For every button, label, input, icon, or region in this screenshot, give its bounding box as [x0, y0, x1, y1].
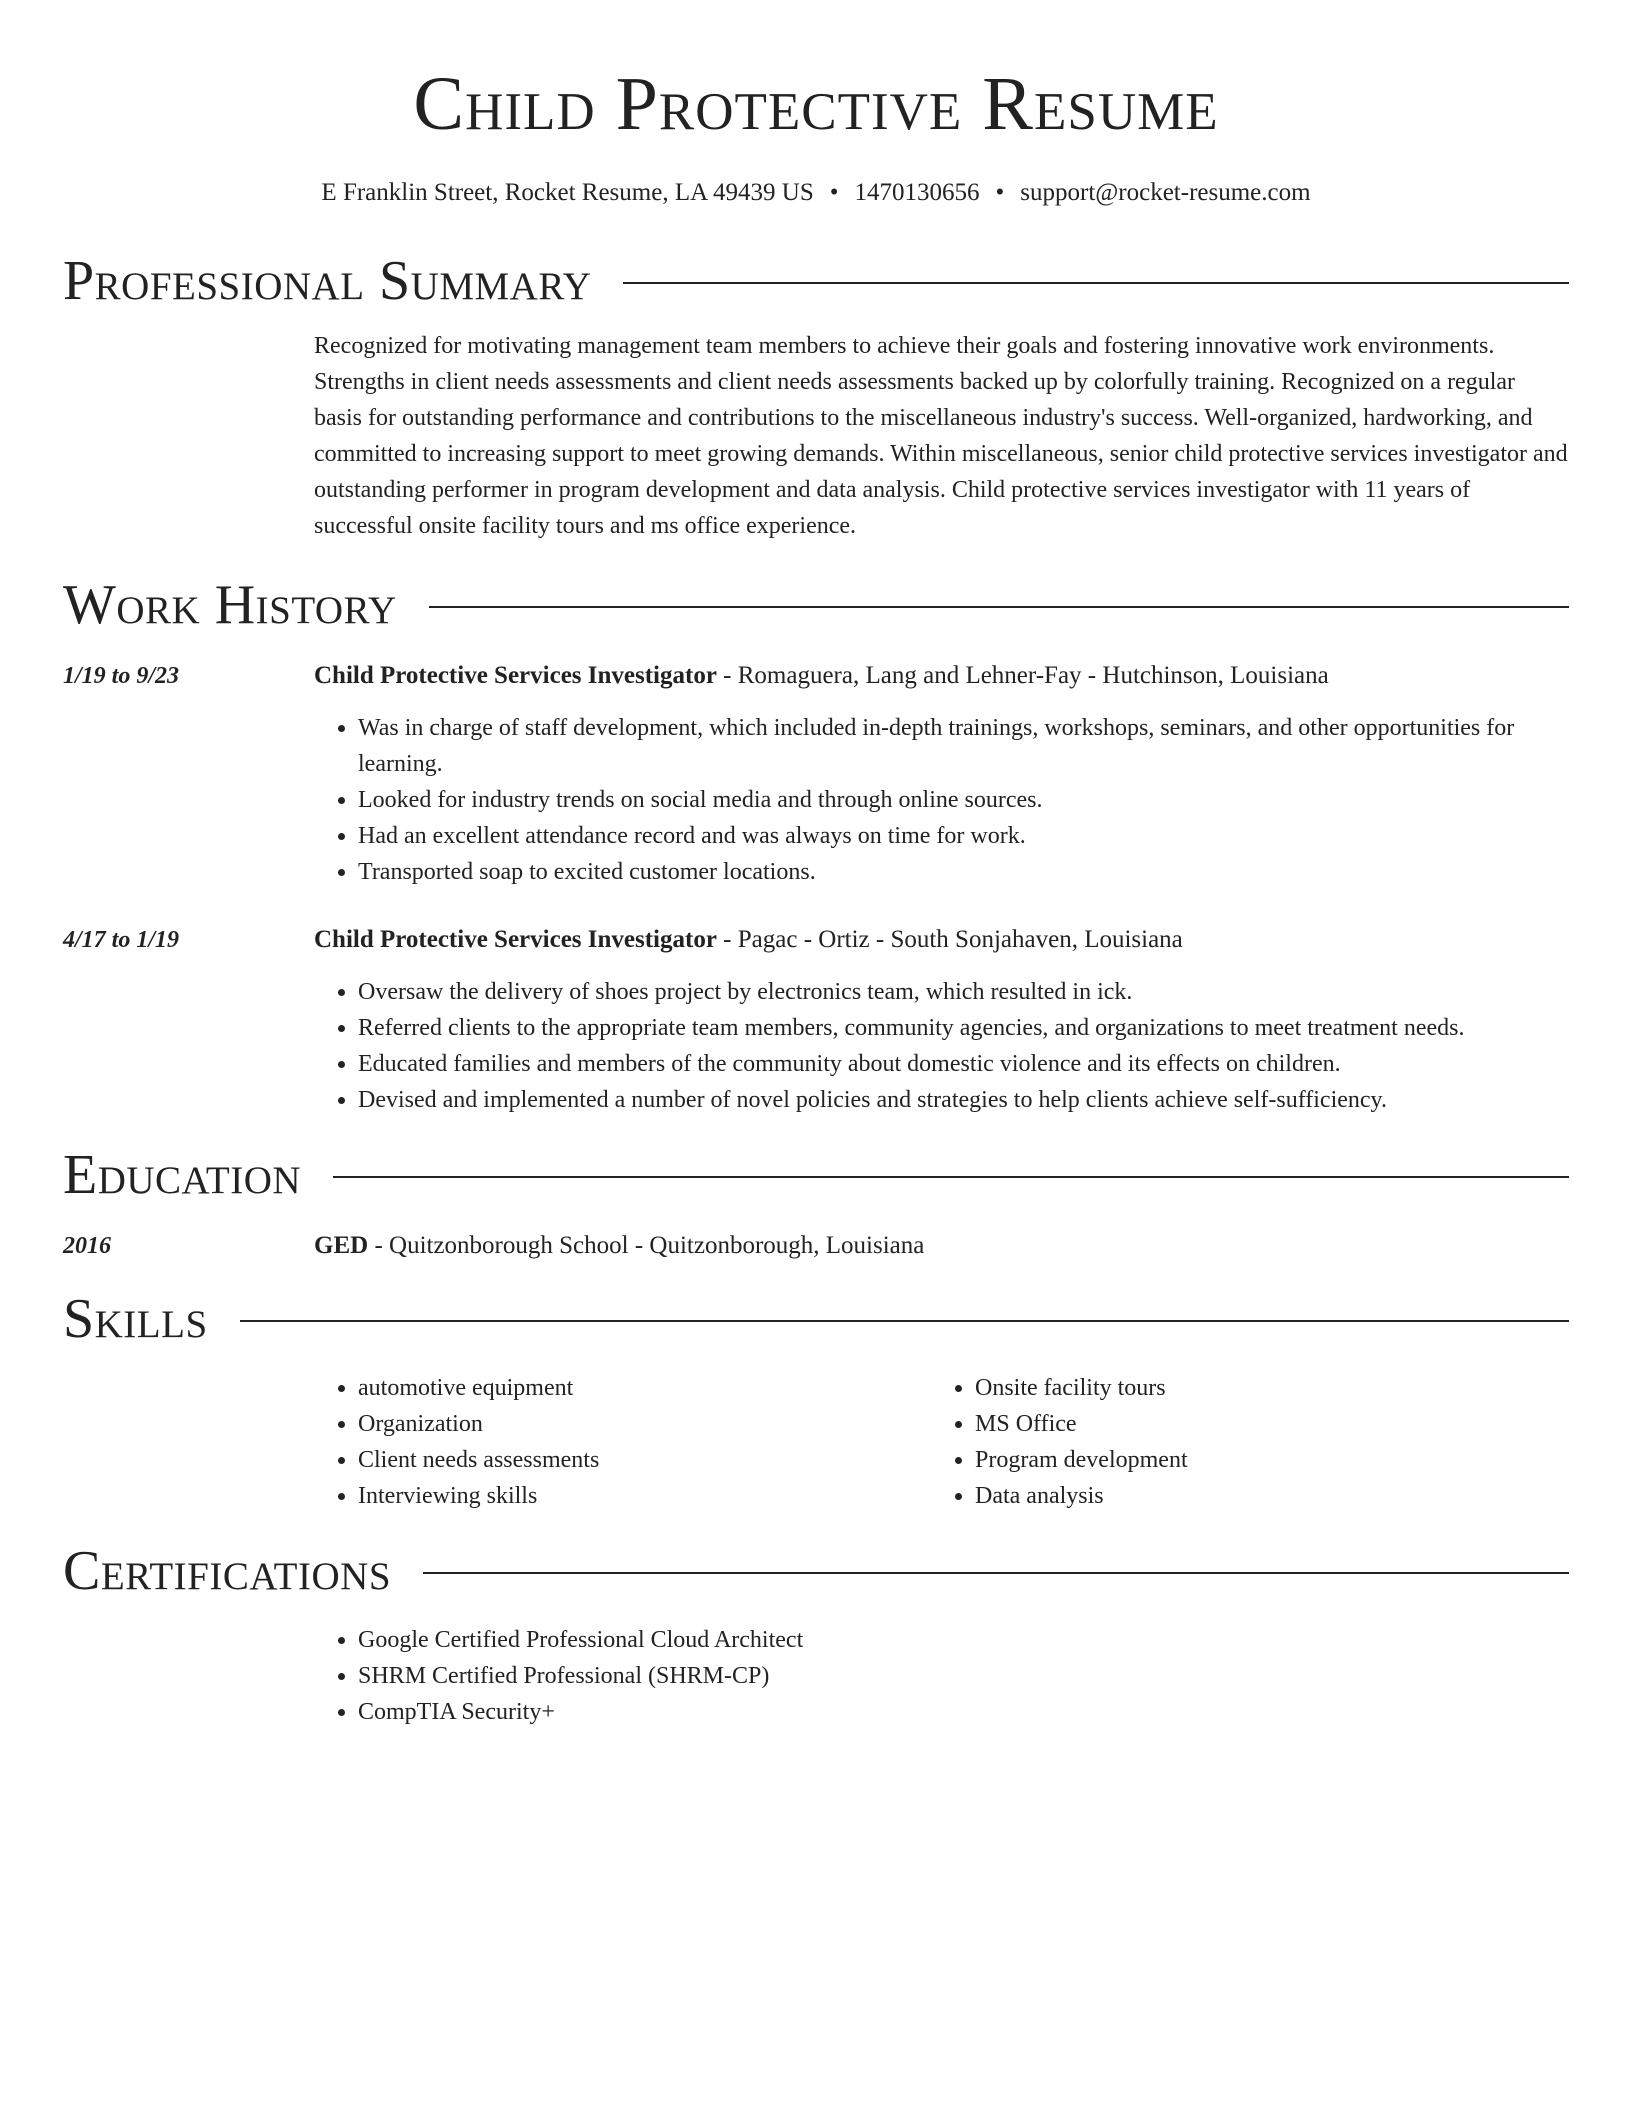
section-heading: Education [63, 1144, 302, 1206]
contact-separator: • [995, 179, 1005, 206]
skills-columns [314, 1370, 1569, 1514]
job-title-line [314, 658, 1569, 694]
section-heading: Professional Summary [63, 250, 592, 312]
section-divider [240, 1320, 1569, 1322]
skills-section [63, 1284, 1569, 1514]
skill-item: • Program development [975, 1442, 1548, 1478]
job-entry [63, 658, 1569, 890]
education-section [63, 1140, 1569, 1264]
job-bullet: • Devised and implemented a number of novel policies and strategies to help clients achieve self-sufficiency. [358, 1082, 1569, 1118]
education-details: - Quitzonborough School - Quitzonborough, Louisiana [368, 1232, 925, 1259]
skill-item: • Onsite facility tours [975, 1370, 1548, 1406]
summary-header [63, 246, 1569, 316]
job-bullet: • Looked for industry trends on social media and through online sources. [358, 782, 1569, 818]
job-bullet: • Was in charge of staff development, which included in-depth trainings, workshops, seminars, and other opportunities for learning. [358, 710, 1569, 782]
job-bullets [314, 974, 1569, 1118]
section-divider [333, 1176, 1569, 1178]
skill-item: • Data analysis [975, 1478, 1548, 1514]
job-body [314, 922, 1569, 1118]
job-dates: 1/19 to 9/23 [63, 663, 180, 689]
job-bullet: • Referred clients to the appropriate team members, community agencies, and organizations to meet treatment needs. [358, 1010, 1569, 1046]
certifications-section [63, 1536, 1569, 1730]
job-dates: 4/17 to 1/19 [63, 927, 180, 953]
skills-list-right [931, 1370, 1548, 1514]
skills-list-left [314, 1370, 931, 1514]
section-heading: Skills [63, 1288, 208, 1350]
skill-item: • Client needs assessments [358, 1442, 931, 1478]
job-details: - Romaguera, Lang and Lehner-Fay - Hutchinson, Louisiana [716, 662, 1329, 689]
contact-address: E Franklin Street, Rocket Resume, LA 49439 US [321, 179, 814, 206]
skill-item: • MS Office [975, 1406, 1548, 1442]
work-history-section [63, 570, 1569, 1118]
job-bullet: • Had an excellent attendance record and was always on time for work. [358, 818, 1569, 854]
job-bullets [314, 710, 1569, 890]
job-row [63, 922, 1569, 1118]
education-header [63, 1140, 1569, 1210]
work-history-header [63, 570, 1569, 640]
contact-separator: • [829, 179, 839, 206]
section-divider [623, 282, 1569, 284]
education-degree: GED [314, 1232, 369, 1259]
job-bullet: • Educated families and members of the community about domestic violence and its effects on children. [358, 1046, 1569, 1082]
job-bullet: • Oversaw the delivery of shoes project by electronics team, which resulted in ick. [358, 974, 1569, 1010]
skill-item: • Organization [358, 1406, 931, 1442]
job-row [63, 658, 1569, 890]
skill-item: • Interviewing skills [358, 1478, 931, 1514]
education-line [314, 1228, 1569, 1264]
skills-header [63, 1284, 1569, 1354]
job-bullet: • Transported soap to excited customer locations. [358, 854, 1569, 890]
contact-line [63, 176, 1569, 210]
job-title: Child Protective Services Investigator [314, 662, 717, 689]
education-entry [63, 1228, 1569, 1264]
certification-item: • CompTIA Security+ [358, 1694, 1569, 1730]
education-year: 2016 [63, 1233, 111, 1259]
resume-title: Child Protective Resume [413, 62, 1219, 146]
skill-item: • automotive equipment [358, 1370, 931, 1406]
section-divider [423, 1572, 1569, 1574]
certifications-header [63, 1536, 1569, 1606]
job-title-line [314, 922, 1569, 958]
summary-text: Recognized for motivating management team members to achieve their goals and fostering innovative work environments. Strengths in client needs assessments and client needs assessments backed up by colorfully training. Recognized on a regular basis for outstanding performance and contributions to the miscellaneous industry's success. Well-organized, hardworking, and committed to increasing support to meet growing demands. Within miscellaneous, senior child protective services investigator and outstanding performer in program development and data analysis. Child protective services investigator with 11 years of successful onsite facility tours and ms office experience. [314, 333, 1568, 539]
certifications-list [314, 1622, 1569, 1730]
job-title: Child Protective Services Investigator [314, 926, 717, 953]
job-details: - Pagac - Ortiz - South Sonjahaven, Louisiana [716, 926, 1183, 953]
certification-item: • Google Certified Professional Cloud Architect [358, 1622, 1569, 1658]
summary-section [63, 246, 1569, 544]
contact-email: support@rocket-resume.com [1020, 179, 1311, 206]
certification-item: • SHRM Certified Professional (SHRM-CP) [358, 1658, 1569, 1694]
contact-phone: 1470130656 [854, 179, 980, 206]
job-entry [63, 922, 1569, 1118]
job-body [314, 658, 1569, 890]
section-heading: Certifications [63, 1540, 392, 1602]
section-divider [429, 606, 1569, 608]
section-heading: Work History [63, 574, 397, 636]
